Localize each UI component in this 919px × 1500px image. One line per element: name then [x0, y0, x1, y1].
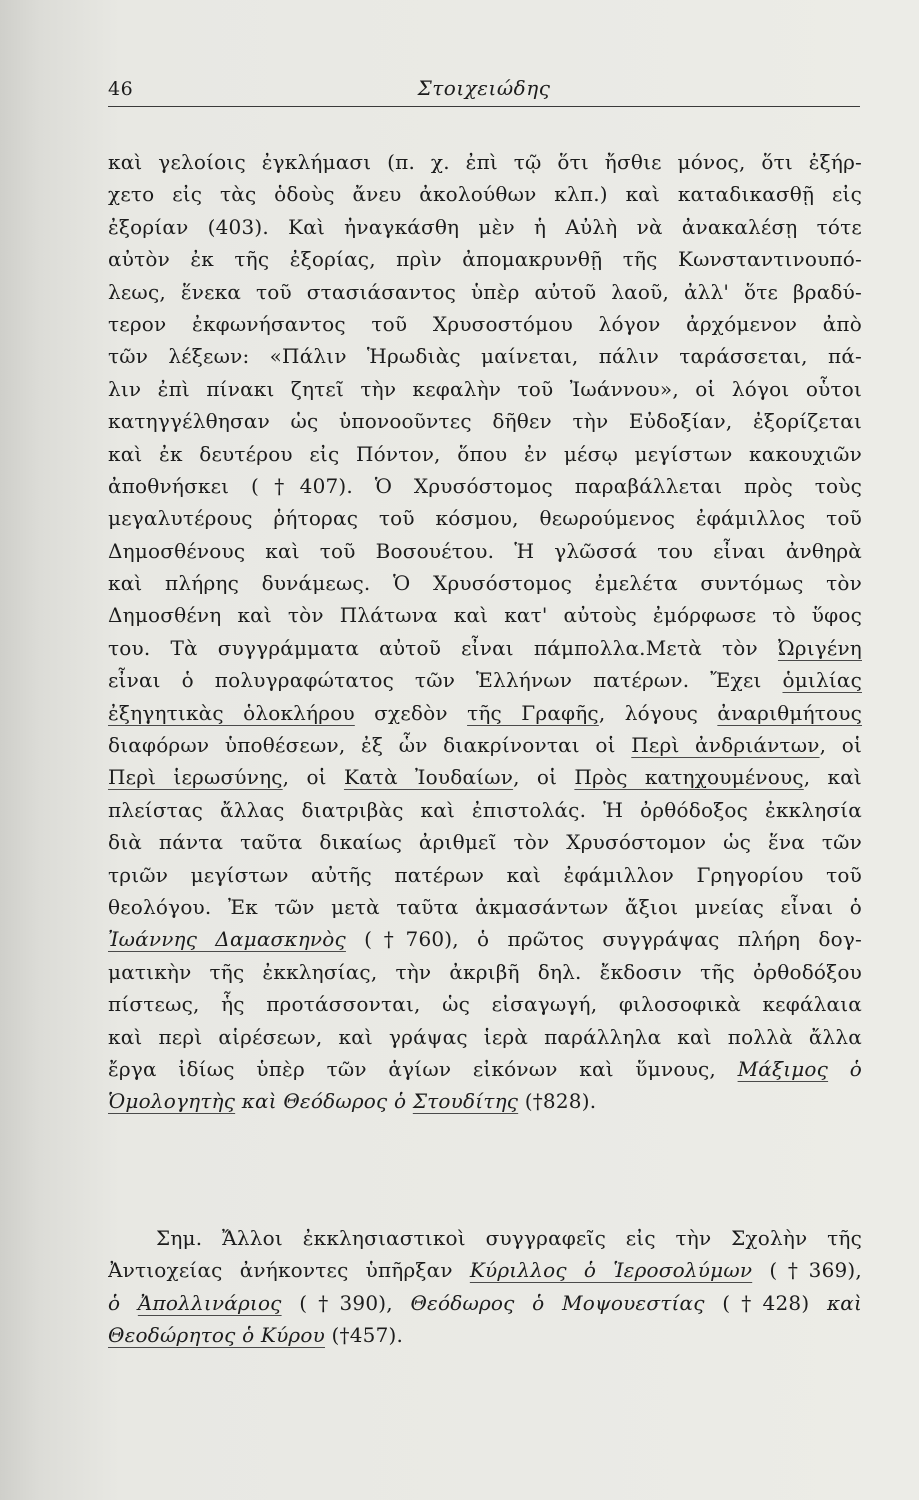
main-paragraph [108, 146, 862, 1118]
text-line [108, 599, 862, 631]
text-segment: ἔργα ἰδίως ὑπὲρ τῶν ἁγίων εἰκόνων καὶ ὕμνους, [108, 1056, 738, 1081]
text-segment: Θεόδωρος [283, 1089, 388, 1114]
text-line [108, 632, 862, 664]
text-segment: τῶν λέξεων: «Πάλιν Ἡρωδιὰς μαίνεται, πάλιν ταράσσεται, πά- [108, 344, 862, 369]
text-segment: , οἱ [513, 765, 575, 790]
underlined-text: Περὶ ἀνδριάντων [631, 733, 820, 758]
text-segment: καὶ γελοίοις ἐγκλήμασι (π. χ. ἐπὶ τῷ ὅτι ἤσθιε μόνος, ὅτι ἐξήρ- [108, 150, 862, 174]
text-segment: καὶ περὶ αἱρέσεων, καὶ γράψας ἱερὰ παράλληλα καὶ πολλὰ ἄλλα [108, 1024, 862, 1049]
text-segment: ἐξορίαν (403). Καὶ ἠναγκάσθη μὲν ἡ Αὐλὴ νὰ ἀνακαλέσῃ τότε [108, 214, 862, 239]
text-segment: αὐτὸν ἐκ τῆς ἐξορίας, πρὶν ἀπομακρυνθῇ τῆς Κωνσταντινουπό- [108, 247, 862, 272]
text-segment: Θεόδωρος ὁ Μοψουεστίας [410, 1290, 705, 1315]
text-line [108, 1319, 862, 1351]
text-segment: εἶναι ὁ πολυγραφώτατος τῶν Ἑλλήνων πατέρων. Ἔχει [108, 668, 783, 693]
text-line [108, 1021, 862, 1053]
text-line [108, 146, 862, 178]
text-line [108, 567, 862, 599]
text-line [108, 988, 862, 1020]
underlined-text: Θεοδώρητος ὁ Κύρου [108, 1323, 325, 1348]
underlined-text: Στουδίτης [412, 1089, 519, 1114]
text-line [108, 1254, 862, 1286]
text-line [108, 1053, 862, 1085]
text-segment: , οἱ [282, 765, 344, 790]
text-segment: (†428) [704, 1290, 827, 1315]
text-segment: θεολόγου. Ἐκ τῶν μετὰ ταῦτα ἀκμασάντων ἄξιοι μνείας εἶναι ὁ [108, 894, 862, 919]
page-number: 46 [108, 78, 134, 100]
text-segment: κατηγγέλθησαν ὡς ὑπονοοῦντες δῆθεν τὴν Εὐδοξίαν, ἐξορίζεται [108, 409, 862, 434]
underlined-text: Ὁμολογητὴς [108, 1089, 236, 1114]
text-segment: χετο εἰς τὰς ὁδοὺς ἄνευ ἀκολούθων κλπ.) καὶ καταδικασθῇ εἰς [108, 182, 862, 207]
text-line [108, 373, 862, 405]
underlined-text: Ἀπολλινάριος [137, 1290, 282, 1315]
text-line [108, 211, 862, 243]
text-segment: ματικὴν τῆς ἐκκλησίας, τὴν ἀκριβῆ δηλ. ἔκδοσιν τῆς ὀρθοδόξου [108, 959, 862, 984]
text-segment: ὁ [387, 1089, 413, 1114]
text-segment: ἀποθνήσκει (†407). Ὁ Χρυσόστομος παραβάλλεται πρὸς τοὺς [108, 473, 862, 498]
text-segment: λιν ἐπὶ πίνακι ζητεῖ τὴν κεφαλὴν τοῦ Ἰωάννου», οἱ λόγοι οὗτοι [108, 376, 862, 401]
text-line [108, 697, 862, 729]
text-segment: Δημοσθένους καὶ τοῦ Βοσουέτου. Ἡ γλῶσσά του εἶναι ἀνθηρὰ [108, 538, 862, 563]
note-paragraph [108, 1222, 862, 1352]
text-line [108, 308, 862, 340]
text-segment: Σημ. Ἄλλοι ἐκκλησιαστικοὶ συγγραφεῖς εἰς τὴν Σχολὴν τῆς [156, 1226, 862, 1250]
underlined-text: ἐξηγητικὰς ὁλοκλήρου [108, 700, 355, 725]
text-segment: (†457). [324, 1323, 404, 1348]
underlined-text: Κύριλλος ὁ Ἱεροσολύμων [469, 1258, 753, 1283]
text-segment: τερον ἐκφωνήσαντος τοῦ Χρυσοστόμου λόγον ἀρχόμενον ἀπὸ [108, 311, 862, 336]
text-segment: καὶ ἐκ δευτέρου εἰς Πόντον, ὅπου ἐν μέσῳ μεγίστων κακουχιῶν [108, 441, 862, 466]
text-line [108, 761, 862, 793]
text-line [108, 923, 862, 955]
text-segment: πλείστας ἄλλας διατριβὰς καὶ ἐπιστολάς. Ἡ ὀρθόδοξος ἐκκλησία [108, 797, 862, 822]
text-segment: του. Τὰ συγγράμματα αὐτοῦ εἶναι πάμπολλα.Μετὰ τὸν [108, 635, 778, 660]
text-line [108, 891, 862, 923]
text-line [108, 470, 862, 502]
underlined-text: ὁμιλίας [782, 668, 862, 693]
underlined-text: ἀναριθμήτους [717, 700, 862, 725]
text-segment: καὶ πλήρης δυνάμεως. Ὁ Χρυσόστομος ἐμελέτα συντόμως τὸν [108, 571, 862, 596]
text-segment: (†828). [518, 1089, 597, 1114]
text-line [108, 243, 862, 275]
text-segment: μεγαλυτέρους ῥήτορας τοῦ κόσμου, θεωρούμενος ἐφάμιλλος τοῦ [108, 506, 862, 531]
text-line [108, 502, 862, 534]
text-line [108, 1222, 862, 1254]
text-segment: ὁ [828, 1056, 862, 1081]
underlined-text: Πρὸς κατηχουμένους [574, 765, 804, 790]
text-segment: , οἱ [819, 733, 862, 758]
text-line [108, 729, 862, 761]
text-segment: (†369), [752, 1258, 862, 1283]
underlined-text: Μάξιμος [737, 1056, 829, 1081]
text-segment: ὁ [108, 1290, 138, 1315]
text-segment: καὶ [235, 1089, 284, 1114]
text-line [108, 859, 862, 891]
text-line [108, 664, 862, 696]
running-title: Στοιχειώδης [417, 76, 551, 100]
page-header [108, 70, 860, 106]
text-segment: διαφόρων ὑποθέσεων, ἐξ ὧν διακρίνονται οἱ [108, 733, 632, 758]
text-segment: τριῶν μεγίστων αὐτῆς πατέρων καὶ ἐφάμιλλον Γρηγορίου τοῦ [108, 862, 862, 887]
underlined-text: Περὶ ἱερωσύνης [108, 765, 283, 790]
header-rule [108, 106, 860, 107]
text-segment: , λόγους [598, 700, 718, 725]
text-segment: πίστεως, ἧς προτάσσονται, ὡς εἰσαγωγή, φιλοσοφικὰ κεφάλαια [108, 992, 862, 1017]
text-segment: διὰ πάντα ταῦτα δικαίως ἀριθμεῖ τὸν Χρυσόστομον ὡς ἕνα τῶν [108, 830, 862, 855]
text-line [108, 178, 862, 210]
text-line [108, 1287, 862, 1319]
text-line [108, 340, 862, 372]
text-segment: λεως, ἕνεκα τοῦ στασιάσαντος ὑπὲρ αὐτοῦ λαοῦ, ἀλλ' ὅτε βραδύ- [108, 279, 862, 304]
underlined-text: τῆς Γραφῆς [467, 700, 599, 725]
text-segment: , καὶ [803, 765, 862, 790]
text-segment: Δημοσθένη καὶ τὸν Πλάτωνα καὶ κατ' αὐτοὺς ἐμόρφωσε τὸ ὕφος [108, 603, 862, 628]
underlined-text: Ὠριγένη [777, 635, 862, 660]
text-line [108, 794, 862, 826]
text-segment: σχεδὸν [354, 700, 468, 725]
text-line [108, 535, 862, 567]
underlined-text: Κατὰ Ἰουδαίων [343, 765, 514, 790]
text-segment: (†390), [281, 1290, 411, 1315]
text-line [108, 438, 862, 470]
text-line [108, 956, 862, 988]
text-line [108, 826, 862, 858]
text-line [108, 276, 862, 308]
text-line [108, 405, 862, 437]
text-segment: Ἀντιοχείας ἀνήκοντες ὑπῆρξαν [108, 1258, 470, 1283]
text-segment: (†760), ὁ πρῶτος συγγράψας πλήρη δογ- [345, 927, 862, 952]
text-segment: καὶ [826, 1290, 862, 1315]
underlined-text: Ἰωάννης Δαμασκηνὸς [108, 927, 346, 952]
text-line [108, 1085, 862, 1117]
